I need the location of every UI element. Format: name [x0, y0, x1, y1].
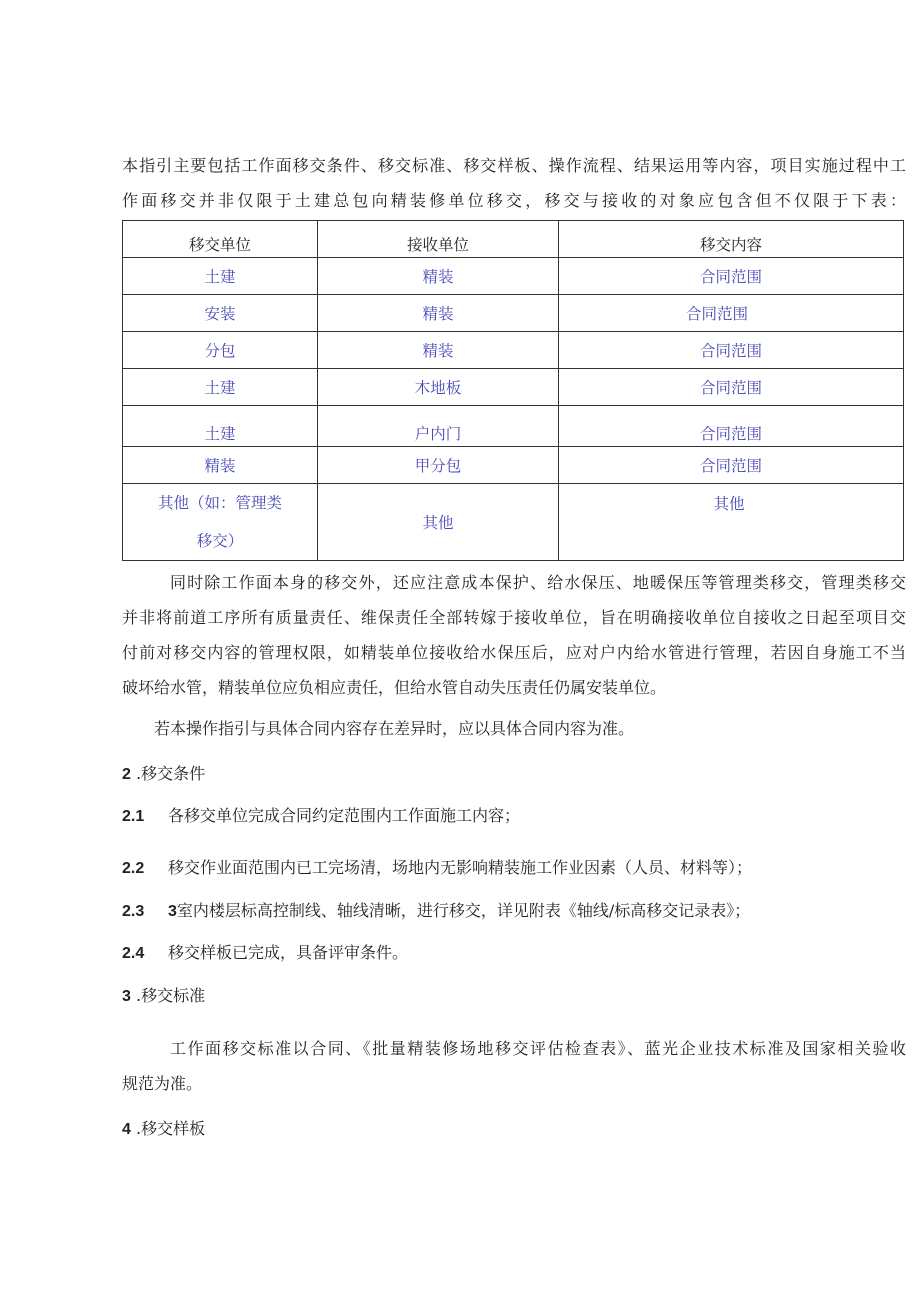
- section-2-heading: [122, 758, 205, 791]
- section-2-title: .移交条件: [130, 764, 206, 783]
- table-row: [123, 406, 904, 447]
- table-cell: 合同范围: [559, 332, 904, 369]
- list-item-text: 各移交单位完成合同约定范围内工作面施工内容；: [168, 806, 521, 825]
- table-cell: 其他: [559, 484, 904, 561]
- section-3-number: 3: [122, 988, 131, 1005]
- table-cell: [123, 484, 318, 561]
- list-item-number: 2.4: [122, 945, 145, 962]
- list-item: [122, 852, 752, 885]
- table-row: [123, 484, 904, 561]
- section-4-heading: [122, 1113, 205, 1146]
- table-cell: 精装: [318, 295, 559, 332]
- table-cell: 合同范围: [559, 369, 904, 406]
- table-cell: 安装: [123, 295, 318, 332]
- list-item-text: 室内楼层标高控制线、轴线清晰，进行移交，详见附表《轴线/标高移交记录表》；: [176, 901, 751, 920]
- intro-line-1: 本指引主要包括工作面移交条件、移交标准、移交样板、操作流程、结果运用等内容，项目实施过程中工: [122, 156, 906, 175]
- table-row: [123, 332, 904, 369]
- table-cell: 土建: [123, 258, 318, 295]
- table-cell: 合同范围: [559, 258, 904, 295]
- list-item-prefix: 3: [168, 903, 177, 920]
- table-header-cell: 接收单位: [318, 221, 559, 258]
- list-item-text: 移交样板已完成，具备评审条件。: [168, 943, 409, 962]
- para3: 若本操作指引与具体合同内容存在差异时，应以具体合同内容为准。: [154, 719, 635, 738]
- table-cell: 土建: [123, 369, 318, 406]
- table-cell: 分包: [123, 332, 318, 369]
- list-item-text: 移交作业面范围内已工完场清，场地内无影响精装施工作业因素（人员、材料等）；: [168, 858, 753, 877]
- section-3-heading: [122, 980, 205, 1013]
- list-item-number: 2.1: [122, 808, 145, 825]
- table-cell: 土建: [123, 406, 318, 447]
- table-cell: 户内门: [318, 406, 559, 447]
- table-cell: 甲分包: [318, 447, 559, 484]
- section-3-para-line-2: 规范为准。: [122, 1074, 203, 1093]
- table-row: [123, 369, 904, 406]
- para2-line-2: 并非将前道工序所有质量责任、维保责任全部转嫁于接收单位，旨在明确接收单位自接收之日起至项目交: [122, 608, 906, 627]
- table-cell-line: 移交）: [196, 532, 244, 550]
- table-header-cell: 移交单位: [123, 221, 318, 258]
- table-header-row: [123, 221, 904, 258]
- table-cell: 精装: [318, 258, 559, 295]
- table-cell: 精装: [318, 332, 559, 369]
- table-header-cell: 移交内容: [559, 221, 904, 258]
- intro-line-2: 作面移交并非仅限于土建总包向精装修单位移交，移交与接收的对象应包含但不仅限于下表：: [122, 191, 906, 210]
- section-2-number: 2: [122, 766, 131, 783]
- list-item: [122, 937, 408, 970]
- table-cell-line: 其他（如：管理类: [157, 494, 282, 512]
- table-row: [123, 447, 904, 484]
- table-cell: 合同范围: [559, 447, 904, 484]
- table-row: [123, 258, 904, 295]
- para2-line-3: 付前对移交内容的管理权限，如精装单位接收给水保压后，应对户内给水管进行管理，若因自身施工不当: [122, 643, 906, 662]
- section-4-title: .移交样板: [130, 1119, 206, 1138]
- table-row: [123, 295, 904, 332]
- table-cell: 精装: [123, 447, 318, 484]
- table-cell: 木地板: [318, 369, 559, 406]
- table-cell: 合同范围: [559, 295, 904, 332]
- list-item-number: 2.2: [122, 860, 145, 877]
- table-cell: 其他: [318, 484, 559, 561]
- section-3-title: .移交标准: [130, 986, 206, 1005]
- section-4-number: 4: [122, 1121, 131, 1138]
- table-cell: 合同范围: [559, 406, 904, 447]
- list-item: [122, 895, 750, 928]
- para2-line-4: 破坏给水管，精装单位应负相应责任，但给水管自动失压责任仍属安装单位。: [122, 678, 667, 697]
- list-item-number: 2.3: [122, 903, 145, 920]
- transfer-table: [122, 220, 904, 561]
- section-3-para-line-1: 工作面移交标准以合同、《批量精装修场地移交评估检查表》、蓝光企业技术标准及国家相关验收: [170, 1039, 906, 1058]
- list-item: [122, 800, 520, 833]
- para2-line-1: 同时除工作面本身的移交外，还应注意成本保护、给水保压、地暖保压等管理类移交，管理类移交: [170, 573, 906, 592]
